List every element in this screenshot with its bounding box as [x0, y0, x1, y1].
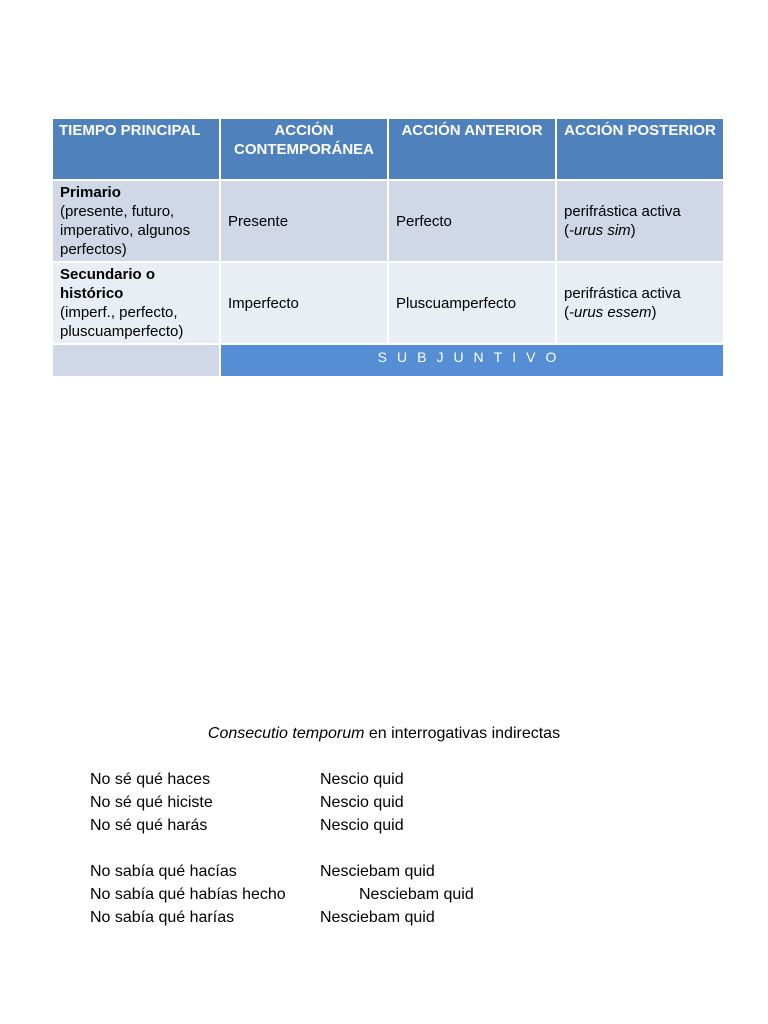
cell-tiempo [52, 180, 220, 262]
cell-posterior [556, 180, 724, 262]
latin-sentence: Nescio quid [320, 771, 404, 788]
table-row-primario [52, 180, 724, 262]
spanish-sentence: No sé qué harás [90, 817, 208, 834]
consecutio-title-rest: en interrogativas indirectas [364, 725, 561, 742]
latin-sentence: Nesciebam quid [359, 886, 474, 903]
cell-anterior: Perfecto [388, 180, 556, 262]
posterior-close: ) [651, 304, 657, 321]
tiempo-detail: (presente, futuro, imperativo, algunos perfectos) [60, 203, 191, 258]
posterior-open: ( [564, 304, 569, 321]
latin-sentence: Nescio quid [320, 817, 404, 834]
spanish-sentence: No sabía qué hacías [90, 863, 237, 880]
tiempo-detail: (imperf., perfecto, pluscuamperfecto) [60, 304, 184, 340]
posterior-text: perifrástica activa [564, 285, 681, 302]
cell-posterior [556, 262, 724, 344]
latin-sentence: Nesciebam quid [320, 863, 435, 880]
spanish-sentence: No sabía qué harías [90, 909, 235, 926]
latin-sentence: Nesciebam quid [320, 909, 435, 926]
header-accion-posterior: ACCIÓN POSTERIOR [556, 118, 724, 180]
posterior-text: perifrástica activa [564, 203, 681, 220]
posterior-italic: -urus sim [569, 222, 631, 239]
header-row [52, 118, 724, 180]
latin-sentence: Nescio quid [320, 794, 404, 811]
spanish-sentence: No sé qué haces [90, 771, 211, 788]
subjuntivo-row [52, 344, 724, 377]
table-row-secundario [52, 262, 724, 344]
tiempo-title: Primario [60, 184, 121, 201]
posterior-close: ) [630, 222, 636, 239]
posterior-italic: -urus essem [569, 304, 652, 321]
header-accion-contemporanea: ACCIÓN CONTEMPORÁNEA [220, 118, 388, 180]
cell-tiempo [52, 262, 220, 344]
header-accion-anterior: ACCIÓN ANTERIOR [388, 118, 556, 180]
consecutio-title [0, 725, 768, 743]
posterior-open: ( [564, 222, 569, 239]
cell-contemporanea: Presente [220, 180, 388, 262]
cell-contemporanea: Imperfecto [220, 262, 388, 344]
header-tiempo-principal: TIEMPO PRINCIPAL [52, 118, 220, 180]
spanish-sentence: No sabía qué habías hecho [90, 886, 286, 903]
empty-cell [52, 344, 220, 377]
spanish-sentence: No sé qué hiciste [90, 794, 213, 811]
subjuntivo-label: SUBJUNTIVO [220, 344, 724, 377]
consecutio-title-italic: Consecutio temporum [207, 725, 365, 742]
cell-anterior: Pluscuamperfecto [388, 262, 556, 344]
consecutio-table [51, 117, 725, 378]
tiempo-title: Secundario o histórico [60, 266, 156, 302]
